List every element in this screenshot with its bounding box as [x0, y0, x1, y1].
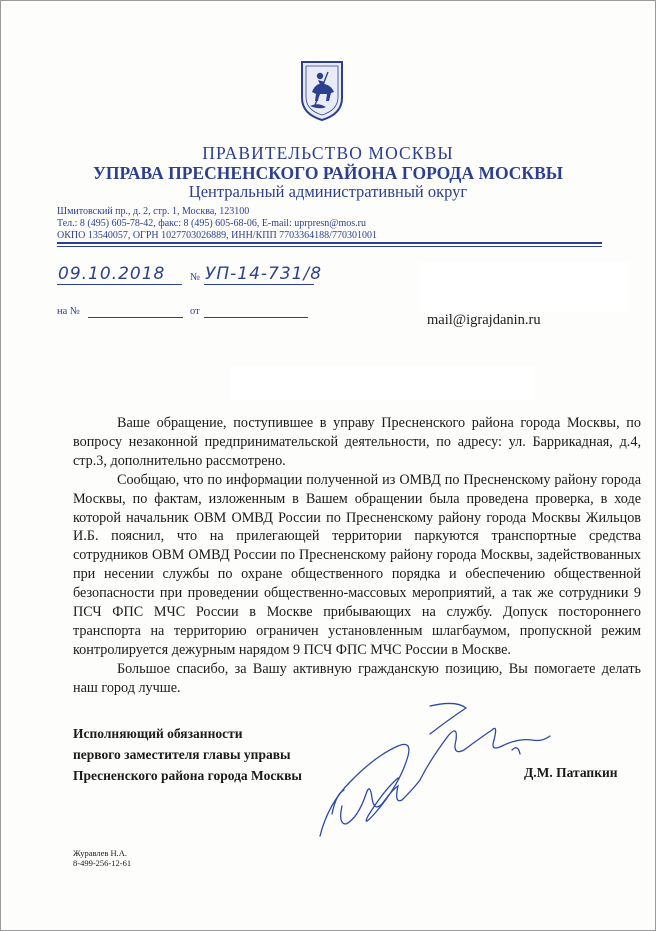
- district-council-title: УПРАВА ПРЕСНЕНСКОГО РАЙОНА ГОРОДА МОСКВЫ: [93, 163, 563, 183]
- signatory-title-line: Пресненского района города Москвы: [73, 768, 302, 783]
- executor-name: Журавлев Н.А.: [73, 848, 128, 858]
- header-divider: [57, 242, 602, 244]
- sender-address: Шмитовский пр., д. 2, стр. 1, Москва, 123100: [57, 206, 250, 217]
- letter-number: УП-14-731/8: [205, 264, 323, 284]
- date-underline: [57, 284, 182, 285]
- government-title: ПРАВИТЕЛЬСТВО МОСКВЫ: [202, 143, 454, 163]
- number-underline: [204, 284, 314, 285]
- body-paragraph: Сообщаю, что по информации полученной из ОМВД по Пресненскому району города Москвы, по фактам, изложенным в Вашем обращении была проведена проверка, в ходе которой начальник ОВМ ОМВД России по Пресненскому району города Москвы Жильцов И.Б. пояснил, что на прилегающей территории паркуются транспортные средства сотрудников ОВМ ОМВД России по Пресненскому району города Москвы, задействованных при несении службы по охране общественного порядка и обеспечению общественной безопасности при проведении общественно-массовых мероприятий, а так же сотрудники 9 ПСЧ ФПС МЧС России в Москве прибывающих на службу. Допуск постороннего транспорта на территорию ограничен установленным шлагбаумом, пропускной режим контролируется дежурным нарядом 9 ПСЧ ФПС МЧС России в Москве.: [73, 471, 641, 658]
- okrug-title: Центральный административный округ: [188, 182, 468, 201]
- letter-body: [73, 414, 641, 698]
- signatory-title-line: первого заместителя главы управы: [73, 747, 291, 762]
- number-label: №: [190, 272, 201, 283]
- signatory-position: [73, 723, 302, 786]
- recipient-redacted: [420, 262, 628, 312]
- executor-info: [73, 848, 131, 868]
- sender-contacts: Тел.: 8 (495) 605-78-42, факс: 8 (495) 605-68-06, E-mail: uprpresn@mos.ru: [57, 218, 367, 229]
- salutation-redacted: [230, 366, 535, 400]
- body-paragraph: Ваше обращение, поступившее в управу Пресненского района города Москвы, по вопросу незаконной предпринимательской деятельности, по адресу: ул. Баррикадная, д.4, стр.3, дополнительно рассмотрено.: [73, 415, 641, 469]
- moscow-coat-of-arms-icon: [298, 58, 346, 122]
- body-paragraph: Большое спасибо, за Вашу активную гражданскую позицию, Вы помогаете делать наш город лучше.: [73, 660, 641, 696]
- reference-label: на №: [57, 306, 80, 317]
- signatory-title-line: Исполняющий обязанности: [73, 726, 243, 741]
- signatory-name: Д.М. Патапкин: [524, 765, 618, 780]
- from-underline: [204, 317, 308, 318]
- letter-date: 09.10.2018: [58, 264, 166, 284]
- recipient-email: mail@igrajdanin.ru: [427, 312, 541, 328]
- header-divider-thin: [57, 246, 602, 247]
- sender-codes: ОКПО 13540057, ОГРН 1027703026889, ИНН/КПП 7703364188/770301001: [57, 230, 377, 241]
- executor-phone: 8-499-256-12-61: [73, 858, 132, 868]
- reference-underline: [88, 317, 183, 318]
- from-label: от: [190, 306, 200, 317]
